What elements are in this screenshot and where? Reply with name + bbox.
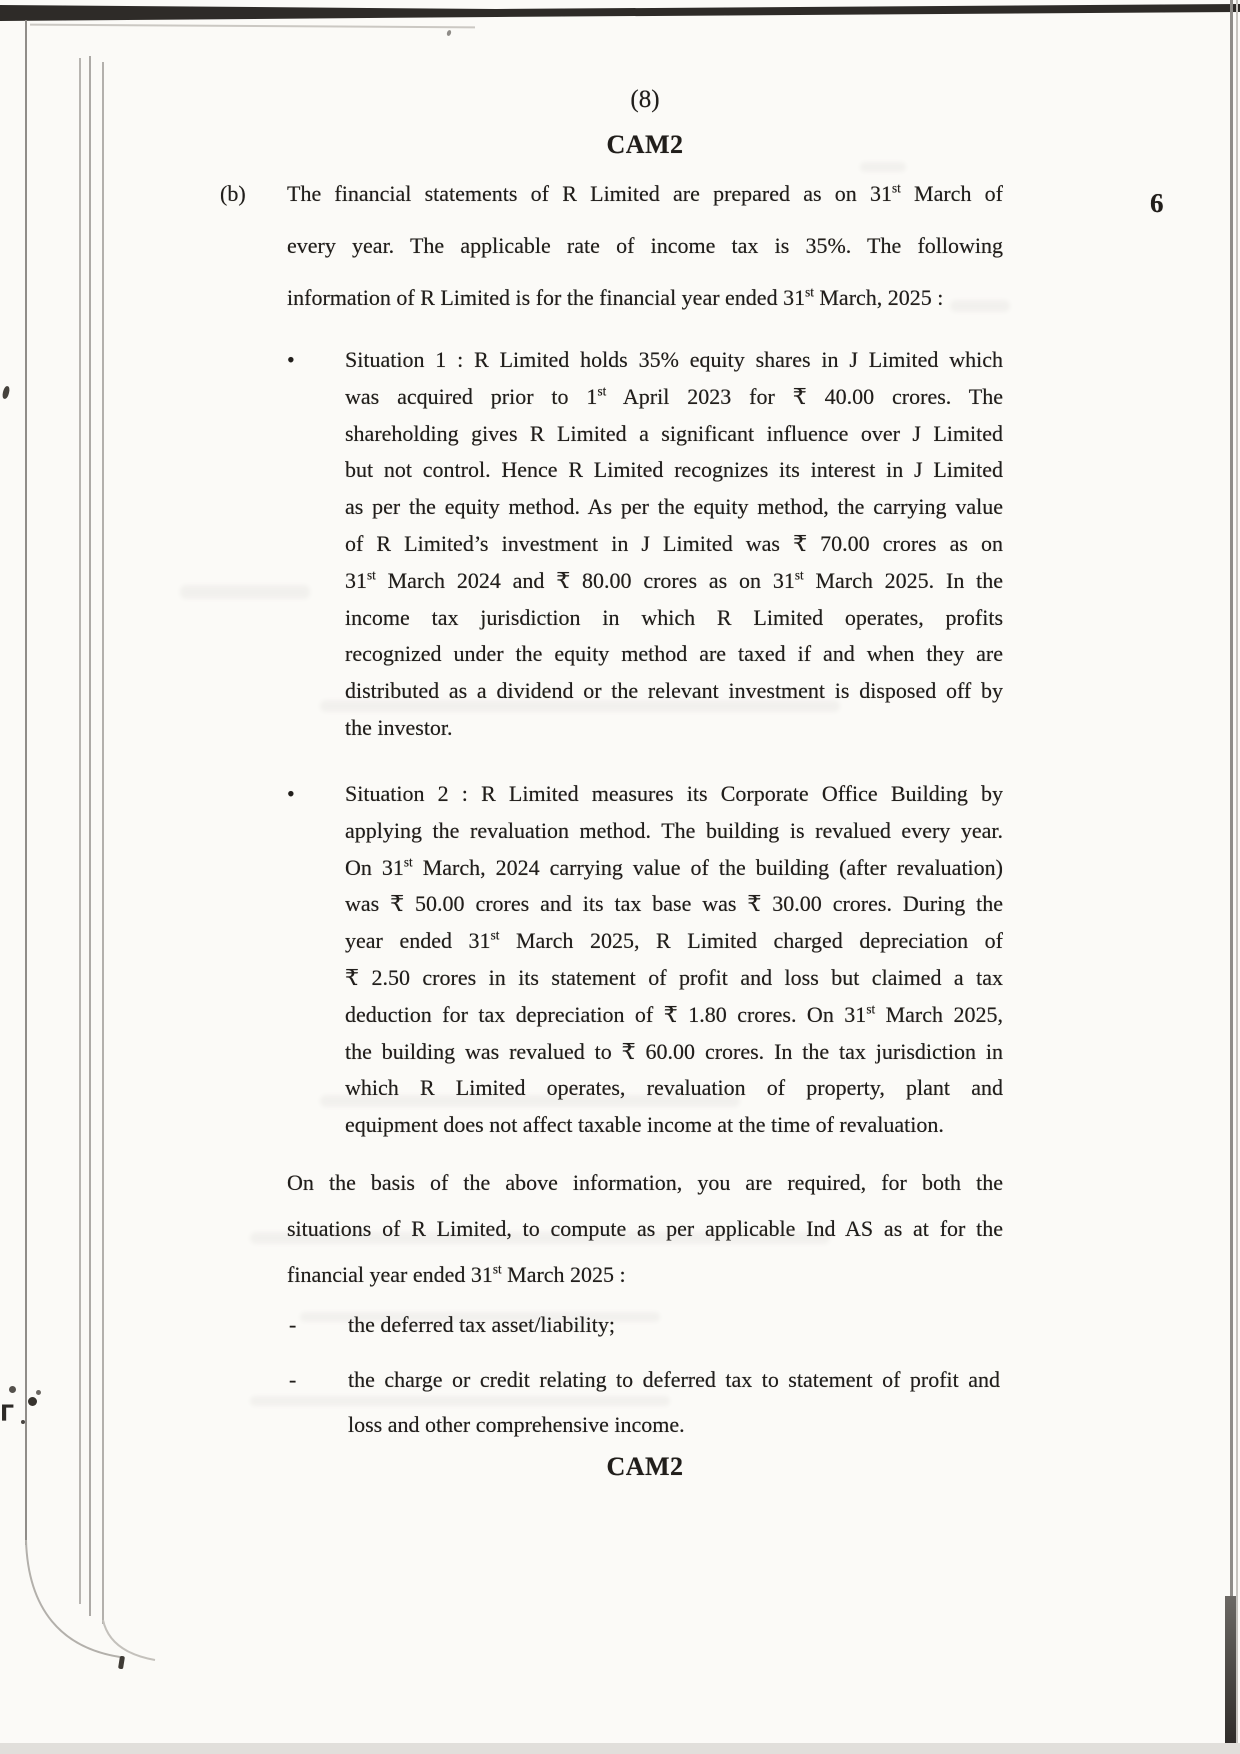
- page-number: (8): [630, 86, 660, 113]
- text-line: every year. The applicable rate of income tax is 35%. The following: [287, 233, 1003, 258]
- ink-mark: [21, 1420, 25, 1424]
- marks-badge: 6: [1150, 188, 1164, 218]
- text-line: was ₹ 50.00 crores and its tax base was ₹ 30.00 crores. During the: [345, 891, 1003, 917]
- scan-left-page-edge-3: [89, 56, 91, 1616]
- text-line: as per the equity method. As per the equity method, the carrying value: [345, 494, 1003, 520]
- requirement-item-1: [348, 1302, 1003, 1347]
- text-line: of R Limited’s investment in J Limited was ₹ 70.00 crores as on: [345, 530, 1003, 556]
- text-line: On 31st March, 2024 carrying value of the building (after revaluation): [345, 854, 1003, 880]
- scan-bottom-edge-strip: [0, 1743, 1240, 1754]
- situation-1-paragraph: [345, 342, 1003, 747]
- text-line: On the basis of the above information, you are required, for both the: [287, 1170, 1003, 1195]
- text-line: year ended 31st March 2025, R Limited charged depreciation of: [345, 927, 1003, 954]
- text-line: was acquired prior to 1st April 2023 for ₹ 40.00 crores. The: [345, 383, 1003, 409]
- scan-right-page-edge-light: [1236, 0, 1238, 1754]
- dash-icon: -: [289, 1312, 297, 1337]
- text-line: situations of R Limited, to compute as per applicable Ind AS as at for the: [287, 1216, 1003, 1241]
- text-line: the deferred tax asset/liability;: [348, 1312, 615, 1337]
- ink-mark: [36, 1390, 41, 1395]
- text-line: income tax jurisdiction in which R Limited operates, profits: [345, 604, 1003, 630]
- scan-right-bottom-edge: [1225, 1596, 1236, 1754]
- text-line: The financial statements of R Limited are prepared as on 31st March of: [287, 180, 1003, 206]
- text-line: financial year ended 31st March 2025 :: [287, 1261, 626, 1287]
- scan-left-page-edge-1: [25, 20, 27, 1545]
- situation-2-paragraph: [345, 776, 1003, 1144]
- text-line: the building was revalued to ₹ 60.00 crores. In the tax jurisdiction in: [345, 1038, 1003, 1064]
- text-line: which R Limited operates, revaluation of property, plant and: [345, 1075, 1003, 1101]
- requirement-paragraph: [287, 1160, 1003, 1298]
- ink-mark: [446, 29, 452, 36]
- text-line: Situation 1 : R Limited holds 35% equity shares in J Limited which: [345, 347, 1003, 372]
- scan-page-edge-line: [30, 24, 475, 29]
- text-line: deduction for tax depreciation of ₹ 1.80 crores. On 31st March 2025,: [345, 1001, 1003, 1027]
- text-line: loss and other comprehensive income.: [348, 1412, 685, 1437]
- text-line: the investor.: [345, 714, 453, 740]
- text-line: Situation 2 : R Limited measures its Corporate Office Building by: [345, 781, 1003, 806]
- text-line: shareholding gives R Limited a significant influence over J Limited: [345, 420, 1003, 446]
- text-line: applying the revaluation method. The building is revalued every year.: [345, 817, 1003, 843]
- text-line: recognized under the equity method are taxed if and when they are: [345, 641, 1003, 667]
- text-line: equipment does not affect taxable income at the time of revaluation.: [345, 1112, 944, 1138]
- text-line: the charge or credit relating to deferred tax to statement of profit and: [348, 1367, 1000, 1392]
- requirement-item-2: [348, 1357, 1000, 1447]
- text-line: ₹ 2.50 crores in its statement of profit and loss but claimed a tax: [345, 964, 1003, 990]
- ink-mark: [2, 385, 11, 399]
- scan-top-edge-bar: [0, 3, 1240, 23]
- text-line: 31st March 2024 and ₹ 80.00 crores as on 31st March 2025. In the: [345, 567, 1003, 593]
- scan-left-page-edge-2: [79, 58, 81, 1604]
- text-line: information of R Limited is for the financial year ended 31st March, 2025 :: [287, 284, 944, 310]
- paper-code-header: CAM2: [606, 130, 684, 159]
- bullet-icon: •: [287, 781, 295, 806]
- question-label: (b): [220, 181, 246, 206]
- ink-mark: [28, 1397, 37, 1406]
- question-intro-paragraph: [287, 168, 1003, 324]
- paper-code-footer: CAM2: [606, 1452, 684, 1481]
- scan-left-page-edge-4: [102, 62, 104, 1624]
- scan-corner-curves: [0, 1500, 230, 1700]
- dash-icon: -: [289, 1367, 297, 1392]
- text-line: distributed as a dividend or the relevant investment is disposed off by: [345, 678, 1003, 704]
- bleed-through-ghost: [180, 585, 310, 599]
- ink-mark: [9, 1386, 16, 1393]
- bullet-icon: •: [287, 347, 295, 372]
- scan-right-page-edge: [1230, 0, 1233, 1604]
- ink-mark: Γ: [0, 1402, 15, 1427]
- text-line: but not control. Hence R Limited recognizes its interest in J Limited: [345, 457, 1003, 483]
